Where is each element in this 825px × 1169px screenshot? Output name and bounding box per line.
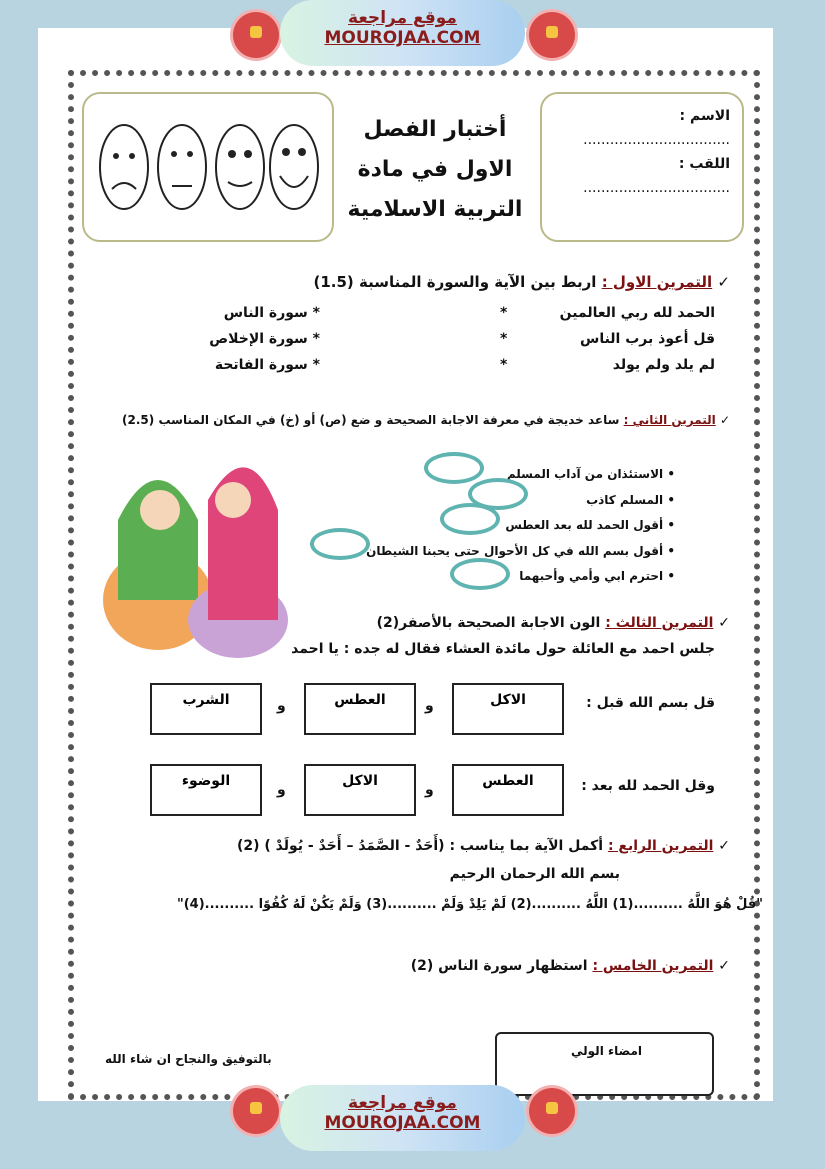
name-field[interactable]: ................................. (583, 132, 730, 148)
exercise-5-heading: ✓ التمرين الخامس : استظهار سورة الناس (2) (410, 958, 730, 974)
answer-oval[interactable] (440, 503, 500, 535)
answer-box[interactable]: الشرب (150, 683, 262, 735)
closing-wish: بالتوفيق والنجاح ان شاء الله (105, 1052, 272, 1066)
exercise-4-heading: ✓ التمرين الرابع : أكمل الآية بما يناسب : (أَحَدٌ - الصَّمَدُ – أَحَدٌ - يُولَدْ ) (2) (236, 838, 730, 854)
emotion-faces-icon (84, 94, 332, 240)
conjunction: و (425, 698, 434, 714)
ex3-row2-label: وقل الحمد لله بعد : (581, 778, 715, 794)
site-logo-icon (233, 1088, 279, 1134)
exercise-2-heading: ✓ التمرين الثاني : ساعد خديجة في معرفة الاجابة الصحيحة و ضع (ص) أو (خ) في المكان المناسب (2.5) (122, 413, 730, 427)
ex1-left-bullets[interactable]: * * * (500, 305, 508, 373)
exercise-1-heading: ✓ التمرين الاول : اربط بين الآية والسورة المناسبة (1.5) (313, 273, 730, 291)
surname-field[interactable]: ................................. (583, 180, 730, 196)
ex3-row1-label: قل بسم الله قبل : (586, 695, 715, 711)
answer-box[interactable]: الوضوء (150, 764, 262, 816)
site-name-latin: MOUROJAA.COM (324, 28, 481, 48)
answer-oval[interactable] (310, 528, 370, 560)
answer-oval[interactable] (450, 558, 510, 590)
answer-oval[interactable] (424, 452, 484, 484)
ex1-surahs: * سورة الناس * سورة الإخلاص * سورة الفاتحة (209, 305, 320, 373)
exam-title: أختبار الفصل الاول في مادة التربية الاسلامية (347, 117, 523, 222)
girls-illustration (98, 440, 288, 660)
answer-box[interactable]: العطس (304, 683, 416, 735)
answer-box[interactable]: الاكل (452, 683, 564, 735)
conjunction: و (277, 782, 286, 798)
guardian-signature-box[interactable] (495, 1032, 714, 1096)
ex3-story: جلس احمد مع العائلة حول مائدة العشاء فقال له جده : يا احمد (291, 641, 715, 657)
faces-box (82, 92, 334, 242)
conjunction: و (425, 782, 434, 798)
surname-label: اللقب : (678, 156, 730, 172)
site-name-latin: MOUROJAA.COM (324, 1113, 481, 1133)
site-name-arabic: موقع مراجعة (348, 1093, 457, 1113)
basmala: بسم الله الرحمان الرحيم (449, 866, 620, 882)
name-label: الاسم : (679, 108, 730, 124)
ex4-verse[interactable]: "قُلْ هُوَ اللَّهُ ..........(1) اللَّهُ ..........(2) لَمْ يَلِدْ وَلَمْ ..........(3) وَلَمْ يَكُنْ لَهُ كُفُوًا ..........(4)" (176, 897, 763, 912)
ex1-verses: الحمد لله ربي العالمين قل أعوذ برب الناس لم يلد ولم يولد (559, 305, 715, 373)
answer-box[interactable]: العطس (452, 764, 564, 816)
exercise-3-heading: ✓ التمرين الثالث : الون الاجابة الصحيحة بالأصفر(2) (376, 615, 730, 631)
student-info-box (540, 92, 744, 242)
site-logo-icon (529, 1088, 575, 1134)
conjunction: و (277, 698, 286, 714)
answer-box[interactable]: الاكل (304, 764, 416, 816)
site-logo-icon (529, 12, 575, 58)
site-logo-icon (233, 12, 279, 58)
site-banner-bottom[interactable] (280, 1085, 525, 1151)
site-name-arabic: موقع مراجعة (348, 8, 457, 28)
signature-label: امضاء الولي (571, 1044, 642, 1058)
site-banner-top[interactable] (280, 0, 525, 66)
